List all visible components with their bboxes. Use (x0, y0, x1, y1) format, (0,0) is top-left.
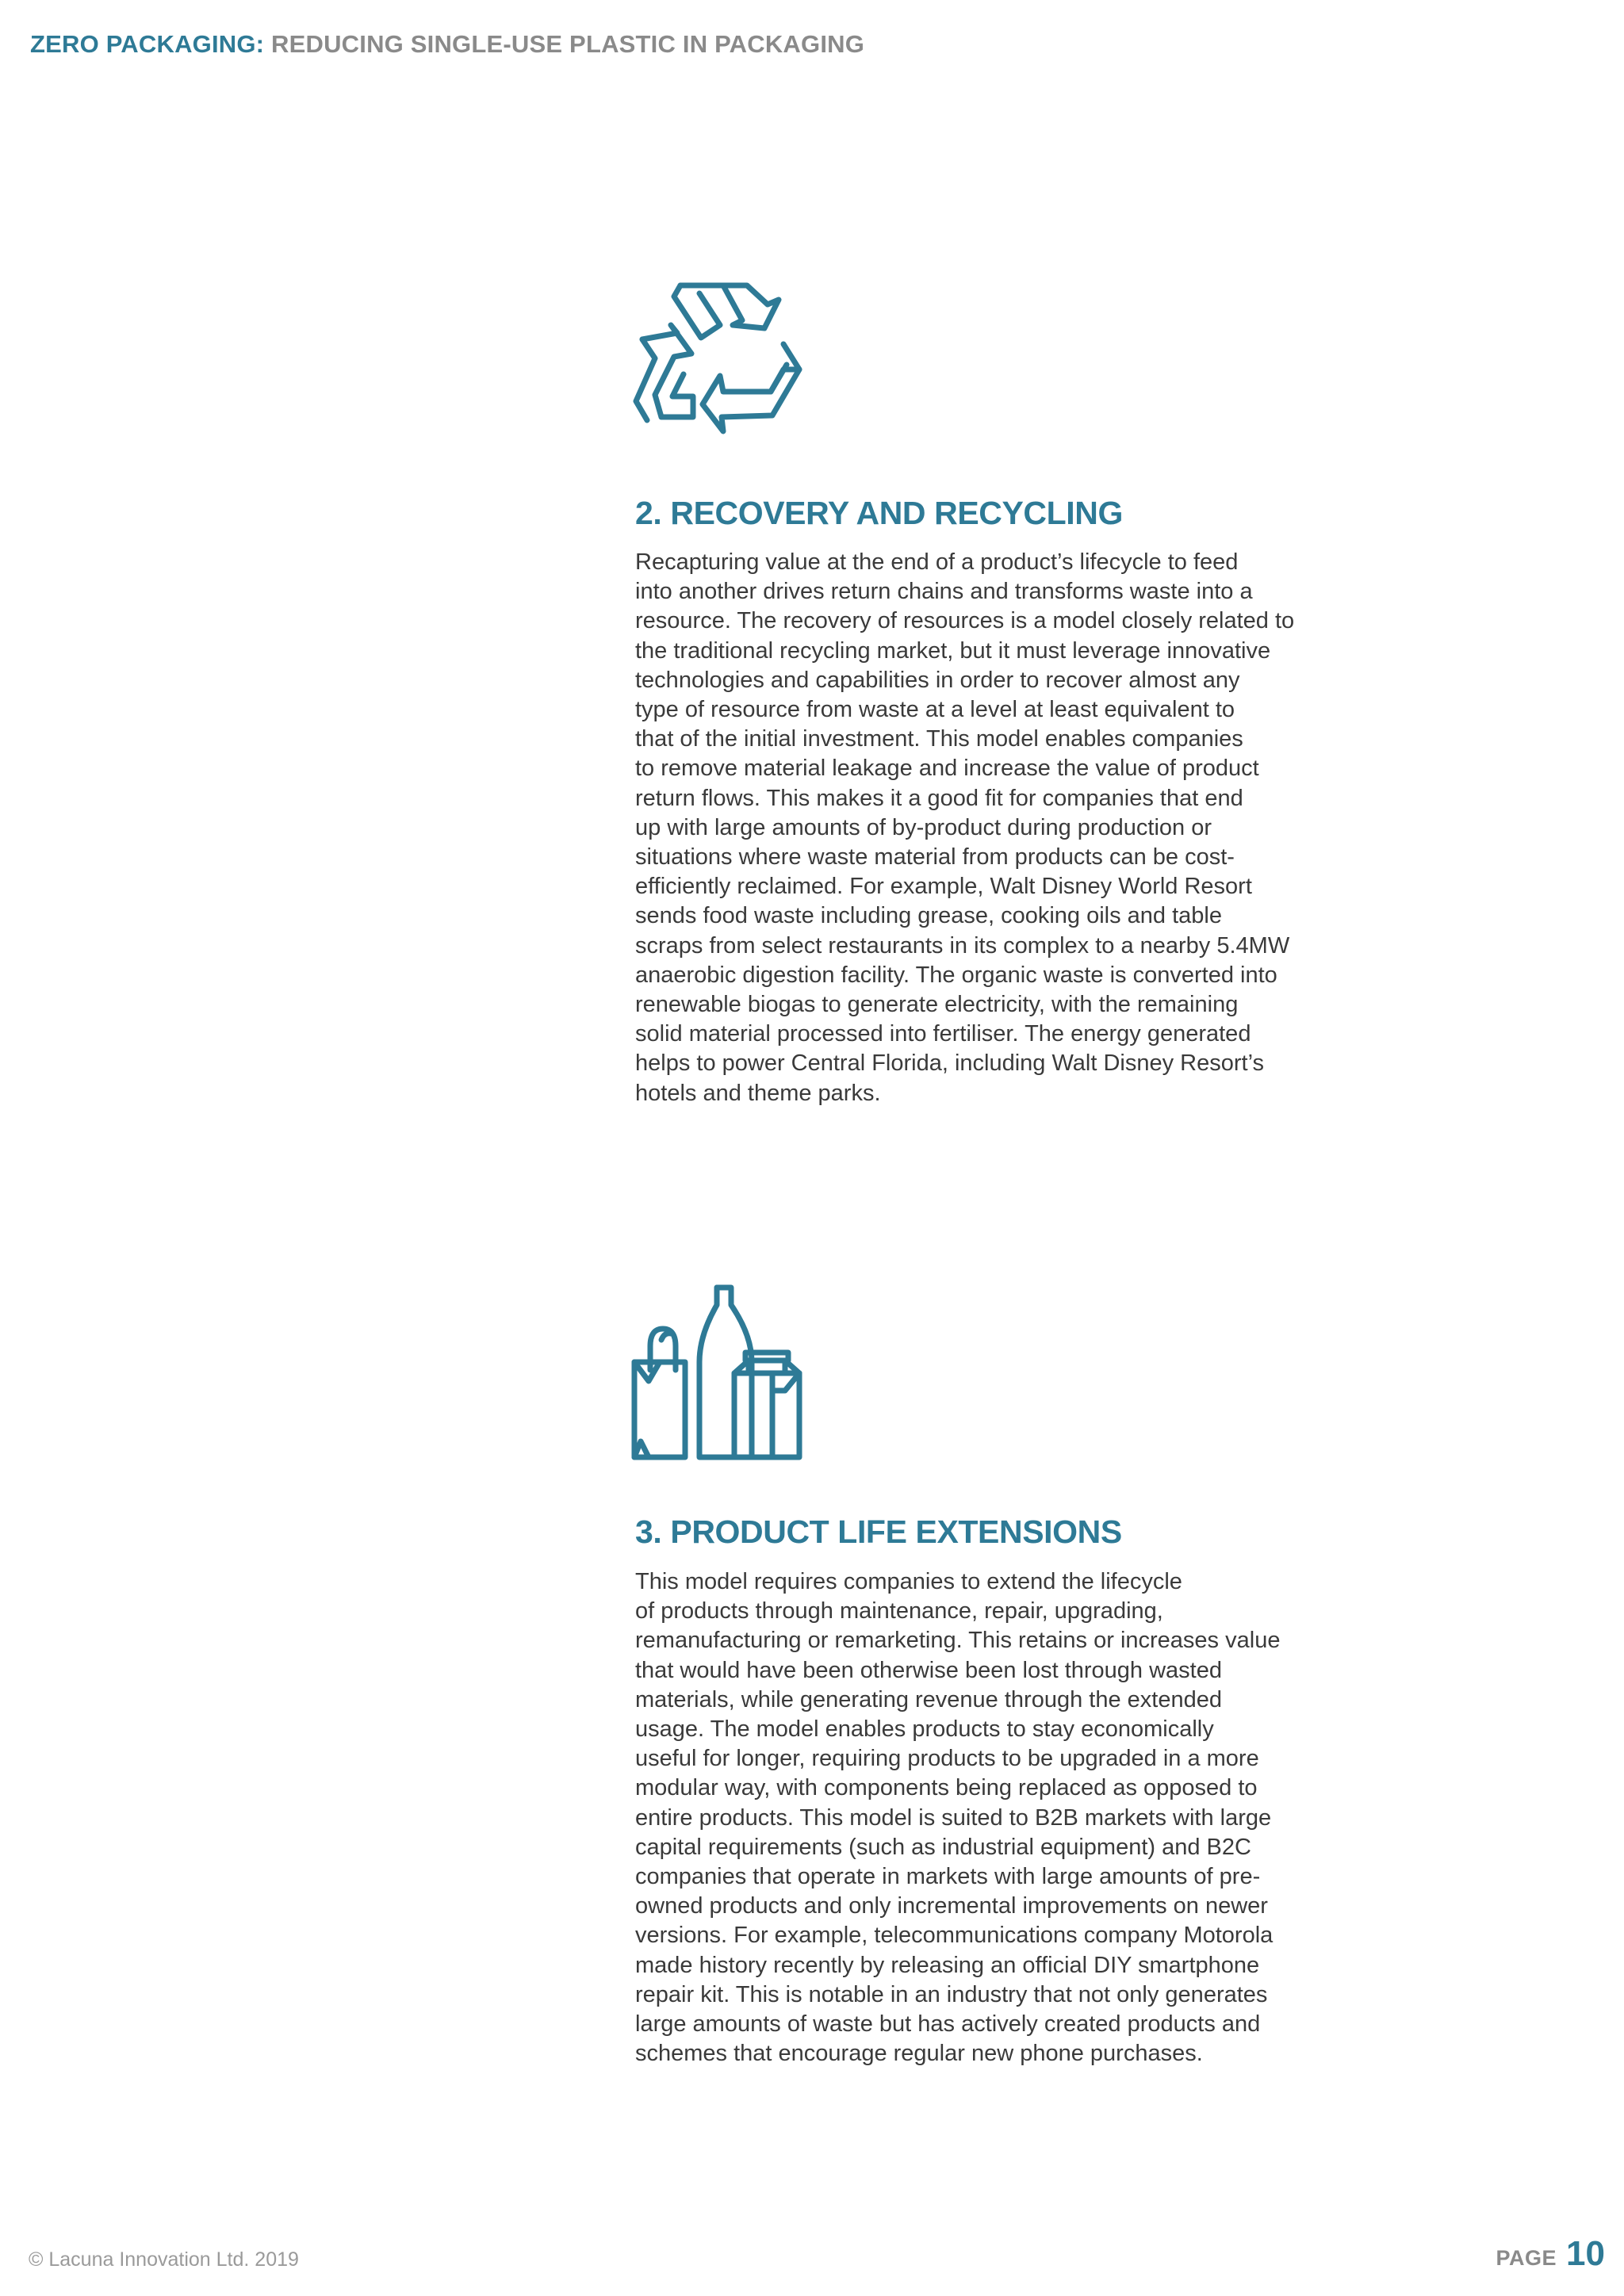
body-line: renewable biogas to generate electricity, with the remaining (635, 992, 1239, 1018)
body-line: to remove material leakage and increase the value of product (635, 756, 1259, 782)
body-line: owned products and only incremental improvements on newer (635, 1893, 1268, 1919)
section-body-product-life-extensions (635, 1567, 1349, 2068)
body-line: This model requires companies to extend the lifecycle (635, 1569, 1182, 1594)
body-line: schemes that encourage regular new phone purchases. (635, 2041, 1203, 2067)
body-line: companies that operate in markets with large amounts of pre- (635, 1864, 1261, 1890)
body-line: scraps from select restaurants in its complex to a nearby 5.4MW (635, 932, 1290, 959)
footer-copyright: © Lacuna Innovation Ltd. 2019 (29, 2248, 299, 2271)
body-line: situations where waste material from products can be cost- (635, 844, 1235, 871)
body-line: up with large amounts of by-product during production or (635, 814, 1212, 840)
body-line: capital requirements (such as industrial equipment) and B2C (635, 1834, 1251, 1860)
page-label: PAGE (1496, 2246, 1557, 2270)
body-line: of products through maintenance, repair, upgrading, (635, 1598, 1163, 1624)
page-number-block (1496, 2234, 1605, 2274)
body-line: return flows. This makes it a good fit for companies that end (635, 785, 1243, 811)
body-line: anaerobic digestion facility. The organic waste is converted into (635, 962, 1277, 988)
section-title-recovery-recycling: 2. RECOVERY AND RECYCLING (635, 495, 1123, 531)
section-body-recovery-recycling (635, 548, 1349, 1108)
body-line: Recapturing value at the end of a product’s lifecycle to feed (635, 549, 1239, 575)
body-line: remanufacturing or remarketing. This retains or increases value (635, 1628, 1281, 1654)
body-line: type of resource from waste at a level at least equivalent to (635, 697, 1235, 723)
body-line: repair kit. This is notable in an industry that not only generates (635, 1981, 1268, 2007)
body-line: usage. The model enables products to stay economically (635, 1716, 1214, 1743)
body-line: made history recently by releasing an official DIY smartphone (635, 1952, 1260, 1978)
body-line: that would have been otherwise been lost through wasted (635, 1657, 1222, 1683)
header-brand: ZERO PACKAGING: (30, 30, 265, 58)
body-line: modular way, with components being replaced as opposed to (635, 1775, 1258, 1801)
body-line: technologies and capabilities in order to recover almost any (635, 667, 1240, 693)
body-line: solid material processed into fertiliser. The energy generated (635, 1021, 1251, 1047)
recycle-icon (631, 277, 810, 447)
body-line: hotels and theme parks. (635, 1080, 881, 1106)
running-header (30, 30, 864, 59)
body-line: the traditional recycling market, but it must leverage innovative (635, 637, 1271, 664)
bag-bottle-carton-icon (630, 1284, 806, 1460)
body-line: versions. For example, telecommunications company Motorola (635, 1923, 1274, 1949)
section-title-product-life-extensions: 3. PRODUCT LIFE EXTENSIONS (635, 1513, 1122, 1550)
body-line: materials, while generating revenue through the extended (635, 1686, 1222, 1712)
page-number: 10 (1566, 2234, 1605, 2273)
body-line: that of the initial investment. This model enables companies (635, 726, 1243, 752)
body-line: entire products. This model is suited to B2B markets with large (635, 1804, 1272, 1831)
body-line: useful for longer, requiring products to be upgraded in a more (635, 1746, 1259, 1772)
body-line: resource. The recovery of resources is a model closely related to (635, 608, 1295, 634)
body-line: large amounts of waste but has actively created products and (635, 2011, 1261, 2038)
body-line: helps to power Central Florida, including Walt Disney Resort’s (635, 1050, 1265, 1077)
body-line: into another drives return chains and transforms waste into a (635, 579, 1253, 605)
body-line: sends food waste including grease, cooking oils and table (635, 903, 1222, 929)
header-subtitle: REDUCING SINGLE-USE PLASTIC IN PACKAGING (271, 30, 865, 58)
body-line: efficiently reclaimed. For example, Walt Disney World Resort (635, 874, 1252, 900)
